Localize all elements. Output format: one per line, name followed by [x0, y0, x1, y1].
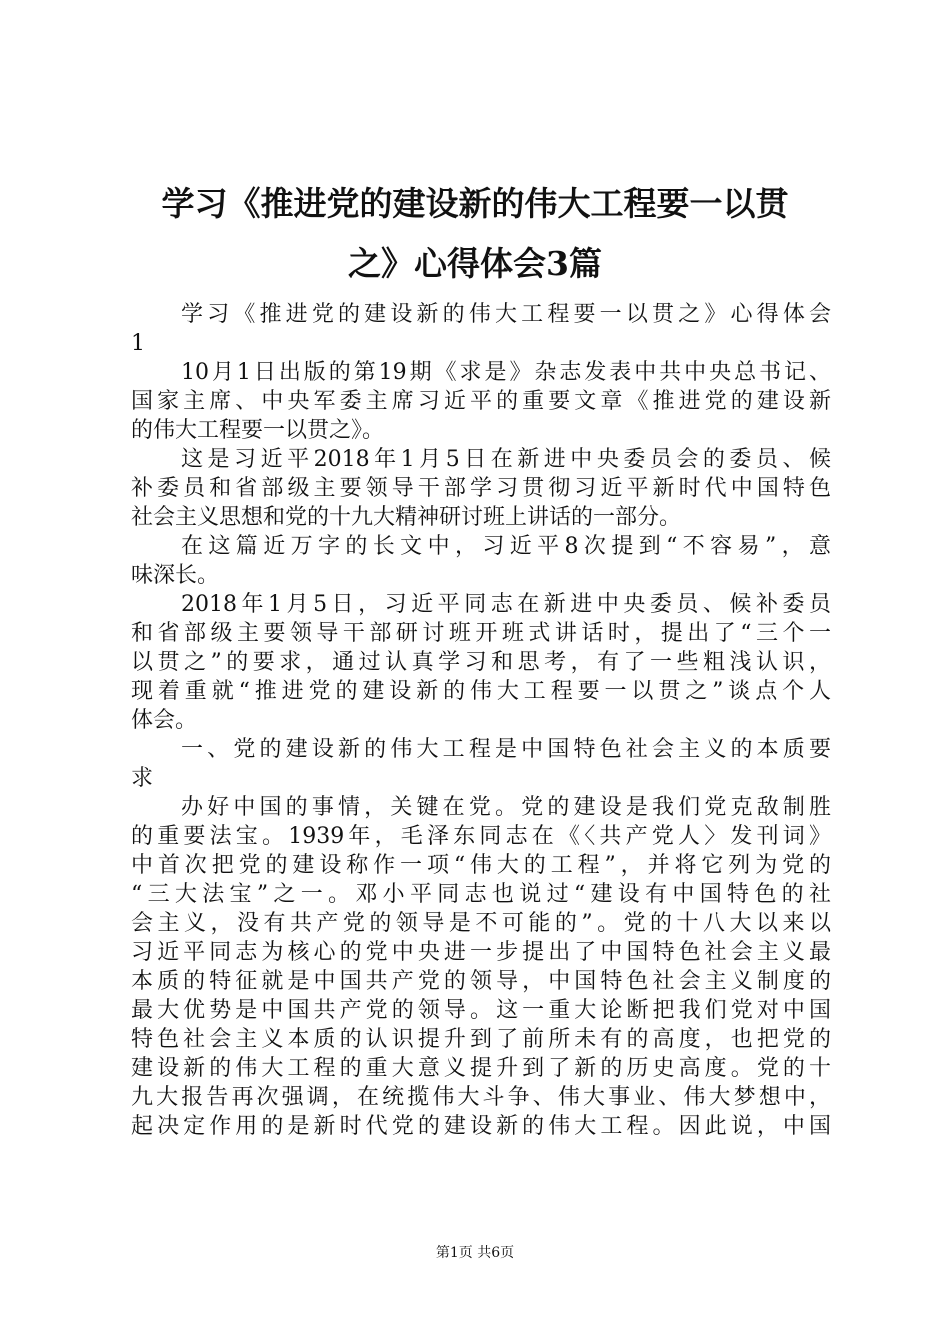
body-line: 起决定作用的是新时代党的建设新的伟大工程。因此说，中国: [131, 1114, 831, 1139]
body-line: “三大法宝”之一。邓小平同志也说过“建设有中国特色的社: [131, 882, 831, 907]
body-line: 的伟大工程要一以贯之》。: [131, 418, 385, 443]
body-line: 10月1日出版的第19期《求是》杂志发表中共中央总书记、: [181, 360, 831, 385]
body-line: 社会主义思想和党的十九大精神研讨班上讲话的一部分。: [131, 505, 682, 530]
body-line: 习近平同志为核心的党中央进一步提出了中国特色社会主义最: [131, 940, 831, 965]
body-line: 现着重就“推进党的建设新的伟大工程要一以贯之”谈点个人: [131, 679, 831, 704]
body-line: 特色社会主义本质的认识提升到了前所未有的高度，也把党的: [131, 1027, 831, 1052]
body-line: 九大报告再次强调，在统揽伟大斗争、伟大事业、伟大梦想中，: [131, 1085, 831, 1110]
document-title-line-2: 之》心得体会3篇: [348, 244, 602, 283]
page-number-footer: 第1页 共6页: [435, 1245, 515, 1261]
document-title-line-1: 学习《推进党的建设新的伟大工程要一以贯: [161, 184, 789, 223]
body-line: 中首次把党的建设称作一项“伟大的工程”，并将它列为党的: [131, 853, 831, 878]
body-line: 国家主席、中央军委主席习近平的重要文章《推进党的建设新: [131, 389, 831, 414]
body-line: 补委员和省部级主要领导干部学习贯彻习近平新时代中国特色: [131, 476, 831, 501]
body-line: 以贯之”的要求，通过认真学习和思考，有了一些粗浅认识，: [131, 650, 831, 675]
body-line: 办好中国的事情，关键在党。党的建设是我们党克敌制胜: [181, 795, 831, 820]
body-line: 本质的特征就是中国共产党的领导，中国特色社会主义制度的: [131, 969, 831, 994]
body-line: 和省部级主要领导干部研讨班开班式讲话时，提出了“三个一: [131, 621, 831, 646]
body-line: 最大优势是中国共产党的领导。这一重大论断把我们党对中国: [131, 998, 831, 1023]
body-line: 在这篇近万字的长文中，习近平8次提到“不容易”，意: [181, 534, 831, 559]
body-line: 的重要法宝。1939年，毛泽东同志在《〈共产党人〉发刊词》: [131, 824, 831, 849]
section-heading-line: 一、党的建设新的伟大工程是中国特色社会主义的本质要: [181, 737, 831, 762]
body-line: 味深长。: [131, 563, 220, 588]
body-line: 体会。: [131, 708, 198, 733]
body-line: 学习《推进党的建设新的伟大工程要一以贯之》心得体会: [181, 302, 831, 327]
body-line: 1: [131, 331, 145, 356]
document-body: [131, 300, 831, 1141]
section-heading-line: 求: [131, 766, 154, 791]
body-line: 会主义，没有共产党的领导是不可能的”。党的十八大以来以: [131, 911, 831, 936]
body-line: 2018年1月5日，习近平同志在新进中央委员、候补委员: [181, 592, 831, 617]
body-line: 建设新的伟大工程的重大意义提升到了新的历史高度。党的十: [131, 1056, 831, 1081]
body-line: 这是习近平2018年1月5日在新进中央委员会的委员、候: [181, 447, 831, 472]
